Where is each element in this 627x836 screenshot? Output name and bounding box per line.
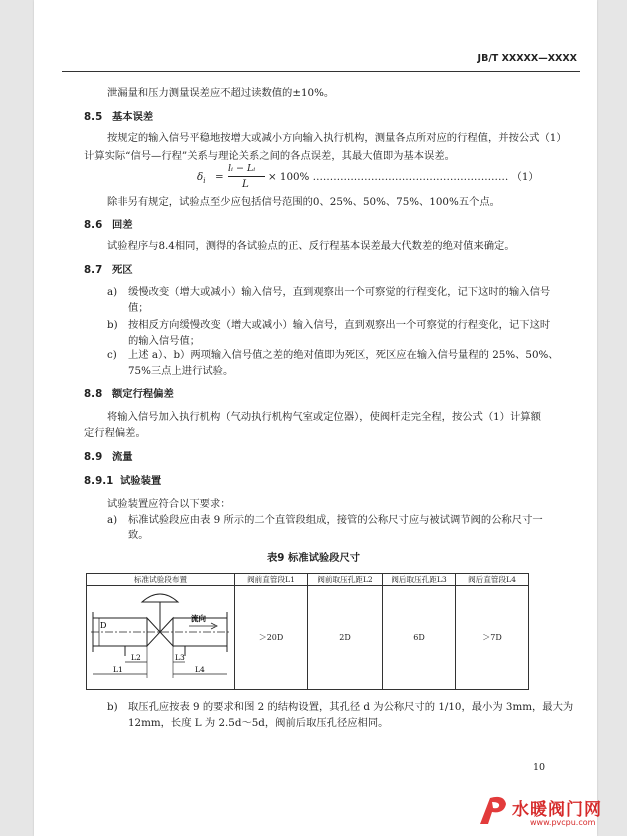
list-item-line: 标准试验段应由表 9 所示的二个直管段组成，接管的公称尺寸应与被试调节阀的公称尺寸一 <box>128 514 543 526</box>
list-label: a) <box>107 514 118 526</box>
list-label: b) <box>107 701 118 713</box>
spec-table <box>86 573 529 690</box>
table-caption: 表9 标准试验段尺寸 <box>266 552 361 564</box>
table-cell: ＞20D <box>235 586 308 690</box>
formula-tail: × 100% ………………………………………………… （1） <box>268 171 539 183</box>
paragraph-line: 除非另有规定，试验点至少应包括信号范围的0、25%、50%、75%、100%五个点。 <box>107 196 500 208</box>
page-number: 10 <box>533 762 546 773</box>
section-title: 额定行程偏差 <box>112 388 174 400</box>
section-title: 基本误差 <box>112 111 154 123</box>
section-number: 8.9 <box>84 451 103 463</box>
diagram-label-l3: L3 <box>175 652 185 662</box>
header-rule <box>62 71 580 72</box>
list-item-line: 的输入信号值； <box>128 335 201 347</box>
paragraph-line: 试验装置应符合以下要求： <box>107 498 231 510</box>
paragraph-line: 试验程序与8.4相同，测得的各试验点的正、反行程基本误差最大代数差的绝对值来确定。 <box>107 240 515 252</box>
diagram-label-d: D <box>100 620 107 630</box>
formula-lhs: $\delta_i$ <box>197 171 206 186</box>
formula-equals: = <box>215 171 224 183</box>
table-cell: 2D <box>308 586 383 690</box>
section-title: 回差 <box>112 219 133 231</box>
list-item-line: 取压孔应按表 9 的要求和图 2 的结构设置，其孔径 d 为公称尺寸的 1/10，最小为 3mm，最大为 <box>128 701 574 713</box>
paragraph-line: 泄漏量和压力测量误差应不超过读数值的±10%。 <box>107 87 335 99</box>
paragraph-line: 将输入信号加入执行机构（气动执行机构气室或定位器），使阀杆走完全程，按公式（1）计算额 <box>107 411 541 423</box>
list-label: c) <box>107 349 117 361</box>
test-section-diagram <box>87 588 233 688</box>
watermark-url: www.pvcpu.com <box>530 818 596 827</box>
section-title: 流量 <box>112 451 133 463</box>
standard-id: JB/T XXXXX—XXXX <box>477 53 577 64</box>
watermark-text: 水暖阀门网 <box>512 800 602 820</box>
section-title: 死区 <box>112 264 133 276</box>
list-label: b) <box>107 319 118 331</box>
list-item-line: 上述 a）、b）两项输入信号值之差的绝对值即为死区，死区应在输入信号量程的 25%、50%、 <box>128 349 559 361</box>
section-number: 8.6 <box>84 219 103 231</box>
table-cell: ＞7D <box>456 586 529 690</box>
table-header: 阀后直管段L4 <box>456 574 529 586</box>
list-item-line: 75%三点上进行试验。 <box>128 365 234 377</box>
paragraph-line: 计算实际“信号—行程”关系与理论关系之间的各点误差，其最大值即为基本误差。 <box>84 150 455 162</box>
formula-denominator: L <box>242 178 249 190</box>
section-number: 8.5 <box>84 111 103 123</box>
list-item-line: 缓慢改变（增大或减小）输入信号，直到观察出一个可察觉的行程变化，记下这时的输入信号 <box>128 286 551 298</box>
subsection-title: 试验装置 <box>120 475 162 487</box>
diagram-label-l2: L2 <box>131 652 141 662</box>
table-header: 标准试验段布置 <box>87 574 235 586</box>
subsection-number: 8.9.1 <box>84 475 114 487</box>
table-header: 阀前直管段L1 <box>235 574 308 586</box>
section-number: 8.7 <box>84 264 103 276</box>
diagram-label-l1: L1 <box>113 664 123 674</box>
section-number: 8.8 <box>84 388 103 400</box>
paragraph-line: 定行程偏差。 <box>84 427 146 439</box>
list-item-line: 值； <box>128 302 149 314</box>
formula-numerator: lᵢ − Lᵢ <box>228 163 256 174</box>
list-item-line: 12mm，长度 L 为 2.5d～5d，阀前后取压孔径应相同。 <box>128 717 389 729</box>
list-item-line: 致。 <box>128 529 149 541</box>
site-logo-icon <box>474 790 514 830</box>
list-label: a) <box>107 286 118 298</box>
diagram-label-flow: 流向 <box>191 613 206 623</box>
table-cell: 6D <box>383 586 456 690</box>
list-item-line: 按相反方向缓慢改变（增大或减小）输入信号，直到观察出一个可察觉的行程变化，记下这时 <box>128 319 551 331</box>
table-header: 阀前取压孔距L2 <box>308 574 383 586</box>
diagram-label-l4: L4 <box>195 664 205 674</box>
layout-diagram-cell <box>87 586 235 690</box>
paragraph-line: 按规定的输入信号平稳地按增大或减小方向输入执行机构，测量各点所对应的行程值，并按公式（1） <box>107 132 567 144</box>
table-header: 阀后取压孔距L3 <box>383 574 456 586</box>
